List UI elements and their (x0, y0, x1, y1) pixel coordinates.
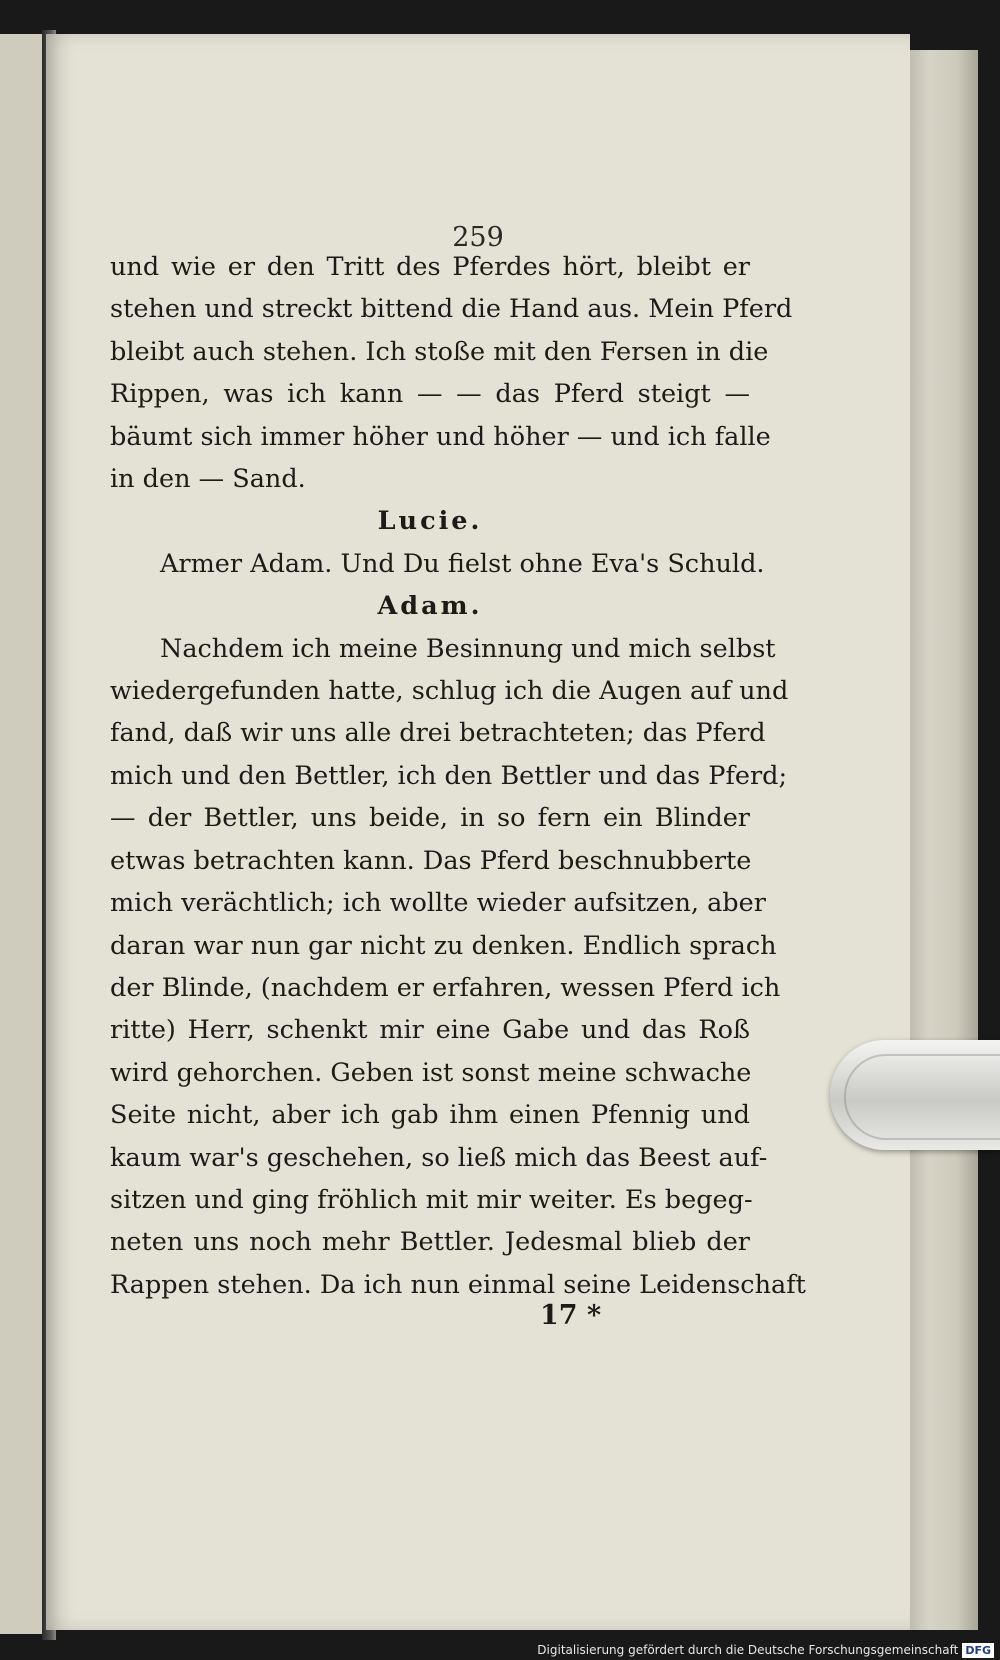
text-line: sitzen und ging fröhlich mit mir weiter. Es begeg- (110, 1184, 753, 1215)
page-clip-highlight (844, 1054, 1000, 1140)
text-line: wiedergefunden hatte, schlug ich die Augen auf und (110, 676, 789, 707)
text-line: Rippen, was ich kann — — das Pferd steigt — (110, 379, 750, 410)
text-line: wird gehorchen. Geben ist sonst meine schwache (110, 1057, 752, 1088)
signature-mark: 17 * (540, 1300, 602, 1331)
page-clip (830, 1040, 1000, 1150)
text-line: der Blinde, (nachdem er erfahren, wessen Pferd ich (110, 972, 781, 1003)
digitization-credit (0, 1640, 994, 1660)
text-line: Seite nicht, aber ich gab ihm einen Pfennig und (110, 1100, 750, 1131)
text-line: mich und den Bettler, ich den Bettler und das Pferd; (110, 760, 788, 791)
text-line: bleibt auch stehen. Ich stoße mit den Fersen in die (110, 336, 769, 367)
page-text (110, 246, 806, 1306)
text-line: ritte) Herr, schenkt mir eine Gabe und das Roß (110, 1015, 750, 1046)
text-line: — der Bettler, uns beide, in so fern ein Blinder (110, 803, 750, 834)
text-line: Nachdem ich meine Besinnung und mich selbst (160, 633, 776, 664)
text-line: und wie er den Tritt des Pferdes hört, bleibt er (110, 252, 750, 282)
previous-page-edge (0, 34, 42, 1634)
text-line: Armer Adam. Und Du fielst ohne Eva's Schuld. (160, 548, 765, 579)
credit-text: Digitalisierung gefördert durch die Deutsche Forschungsgemeinschaft (537, 1643, 959, 1657)
dfg-logo: DFG (962, 1643, 994, 1658)
text-line: in den — Sand. (110, 464, 306, 495)
text-line: mich verächtlich; ich wollte wieder aufsitzen, aber (110, 888, 766, 919)
text-line: Rappen stehen. Da ich nun einmal seine Leidenschaft (110, 1269, 806, 1300)
text-line: daran war nun gar nicht zu denken. Endlich sprach (110, 930, 777, 961)
text-line: stehen und streckt bittend die Hand aus. Mein Pferd (110, 294, 793, 325)
text-line: etwas betrachten kann. Das Pferd beschnubberte (110, 845, 752, 876)
page-number: 259 (452, 222, 504, 253)
text-line: kaum war's geschehen, so ließ mich das Beest auf- (110, 1142, 768, 1173)
page-stack-edge (908, 50, 978, 1630)
text-line: bäumt sich immer höher und höher — und ich falle (110, 421, 771, 452)
text-line: neten uns noch mehr Bettler. Jedesmal blieb der (110, 1227, 750, 1258)
text-line: fand, daß wir uns alle drei betrachteten; das Pferd (110, 718, 766, 749)
speaker-heading-lucie: Lucie. (377, 506, 483, 537)
speaker-heading-adam: Adam. (377, 591, 483, 622)
